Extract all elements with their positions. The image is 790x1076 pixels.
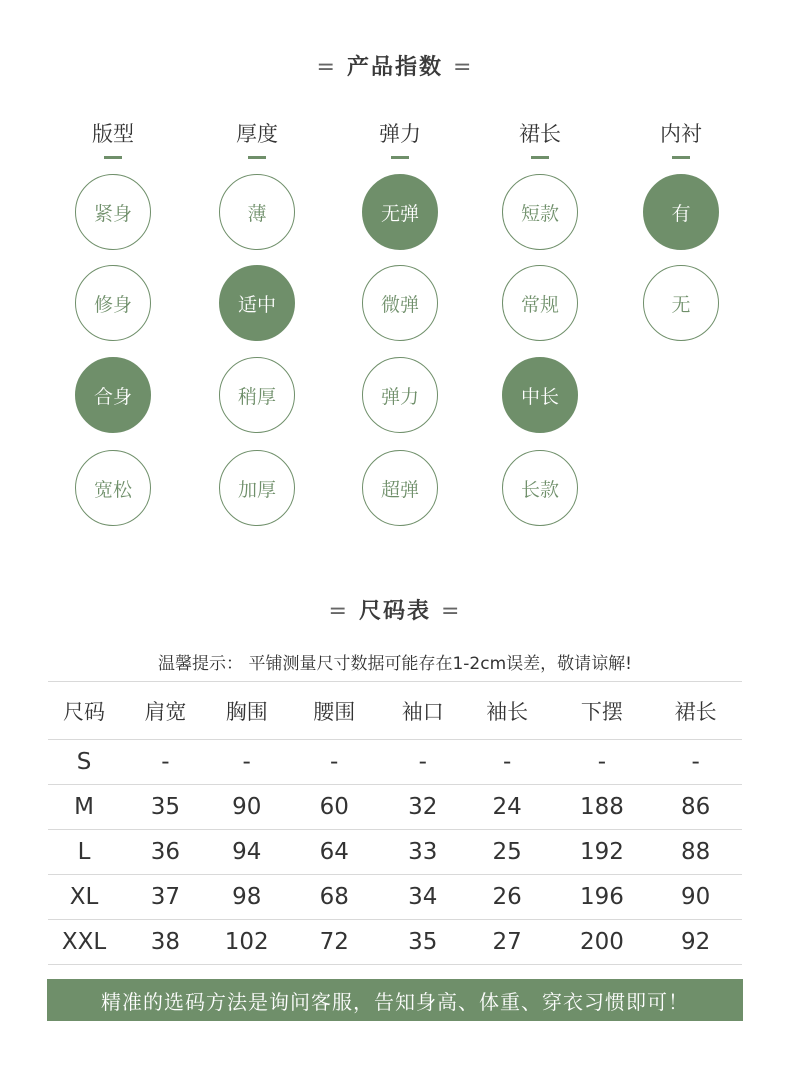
size-value-cell: 90 <box>649 875 742 920</box>
size-value-cell: 102 <box>211 920 283 965</box>
index-column-label: 内衬 <box>660 122 702 146</box>
index-option-circle: 无 <box>643 265 719 341</box>
size-value-cell: 24 <box>460 785 555 830</box>
size-value-cell: 98 <box>211 875 283 920</box>
measurement-tip: 温馨提示： 平铺测量尺寸数据可能存在1-2cm误差，敬请谅解! <box>158 654 632 674</box>
table-row <box>48 785 742 830</box>
index-column-label: 版型 <box>92 122 134 146</box>
size-value-cell: 27 <box>460 920 555 965</box>
index-option-circle: 适中 <box>219 265 295 341</box>
size-value-cell: 88 <box>649 830 742 875</box>
index-column-header <box>626 118 736 159</box>
index-option-circle: 中长 <box>502 357 578 433</box>
index-option-circle: 超弹 <box>362 450 438 526</box>
index-option-circle: 紧身 <box>75 174 151 250</box>
index-option-circle: 长款 <box>502 450 578 526</box>
size-header-cell: 胸围 <box>211 682 283 740</box>
size-value-cell: - <box>555 740 650 785</box>
header-underline <box>248 156 266 159</box>
size-header-cell: 袖口 <box>386 682 460 740</box>
size-table-header <box>48 682 742 740</box>
size-label-cell: L <box>48 830 120 875</box>
size-value-cell: 38 <box>120 920 211 965</box>
size-value-cell: 72 <box>283 920 386 965</box>
size-value-cell: 192 <box>555 830 650 875</box>
index-option-circle: 短款 <box>502 174 578 250</box>
size-table <box>48 681 742 965</box>
index-option-circle: 宽松 <box>75 450 151 526</box>
size-label-cell: XXL <box>48 920 120 965</box>
index-column-header <box>202 118 312 159</box>
index-column-header <box>485 118 595 159</box>
header-underline <box>391 156 409 159</box>
size-header-cell: 腰围 <box>283 682 386 740</box>
index-column-label: 弹力 <box>379 122 421 146</box>
size-value-cell: 86 <box>649 785 742 830</box>
table-row <box>48 920 742 965</box>
header-underline <box>104 156 122 159</box>
size-header-cell: 裙长 <box>649 682 742 740</box>
size-value-cell: 36 <box>120 830 211 875</box>
index-option-circle: 有 <box>643 174 719 250</box>
index-option-circle: 稍厚 <box>219 357 295 433</box>
table-row <box>48 875 742 920</box>
size-header-cell: 肩宽 <box>120 682 211 740</box>
index-option-circle: 薄 <box>219 174 295 250</box>
size-value-cell: 94 <box>211 830 283 875</box>
index-section-title <box>0 50 790 81</box>
size-value-cell: 196 <box>555 875 650 920</box>
index-option-circle: 合身 <box>75 357 151 433</box>
table-row <box>48 830 742 875</box>
title-decoration-left: = <box>328 599 349 624</box>
size-header-cell: 下摆 <box>555 682 650 740</box>
size-value-cell: 26 <box>460 875 555 920</box>
size-value-cell: 188 <box>555 785 650 830</box>
size-value-cell: 60 <box>283 785 386 830</box>
size-title-text: 尺码表 <box>358 599 431 624</box>
size-value-cell: 90 <box>211 785 283 830</box>
index-title-text: 产品指数 <box>346 55 443 80</box>
size-value-cell: 25 <box>460 830 555 875</box>
size-value-cell: 35 <box>386 920 460 965</box>
size-header-cell: 袖长 <box>460 682 555 740</box>
index-option-circle: 微弹 <box>362 265 438 341</box>
index-column-header <box>345 118 455 159</box>
size-value-cell: - <box>649 740 742 785</box>
size-value-cell: 64 <box>283 830 386 875</box>
size-value-cell: - <box>283 740 386 785</box>
header-underline <box>672 156 690 159</box>
size-value-cell: 37 <box>120 875 211 920</box>
size-value-cell: 34 <box>386 875 460 920</box>
index-option-circle: 无弹 <box>362 174 438 250</box>
size-value-cell: - <box>460 740 555 785</box>
size-value-cell: 32 <box>386 785 460 830</box>
size-label-cell: S <box>48 740 120 785</box>
size-value-cell: 35 <box>120 785 211 830</box>
index-column-label: 厚度 <box>236 122 278 146</box>
size-value-cell: 200 <box>555 920 650 965</box>
size-value-cell: 33 <box>386 830 460 875</box>
title-decoration-right: = <box>453 55 474 80</box>
size-value-cell: - <box>120 740 211 785</box>
size-value-cell: 92 <box>649 920 742 965</box>
footer-banner: 精准的选码方法是询问客服，告知身高、体重、穿衣习惯即可！ <box>47 979 743 1021</box>
index-column-header <box>58 118 168 159</box>
title-decoration-right: = <box>441 599 462 624</box>
size-value-cell: - <box>386 740 460 785</box>
table-row <box>48 740 742 785</box>
index-option-circle: 修身 <box>75 265 151 341</box>
size-label-cell: XL <box>48 875 120 920</box>
size-value-cell: 68 <box>283 875 386 920</box>
index-option-circle: 弹力 <box>362 357 438 433</box>
index-option-circle: 常规 <box>502 265 578 341</box>
header-underline <box>531 156 549 159</box>
title-decoration-left: = <box>316 55 337 80</box>
size-header-cell: 尺码 <box>48 682 120 740</box>
size-value-cell: - <box>211 740 283 785</box>
index-column-label: 裙长 <box>519 122 561 146</box>
size-label-cell: M <box>48 785 120 830</box>
index-option-circle: 加厚 <box>219 450 295 526</box>
size-section-title <box>0 594 790 625</box>
